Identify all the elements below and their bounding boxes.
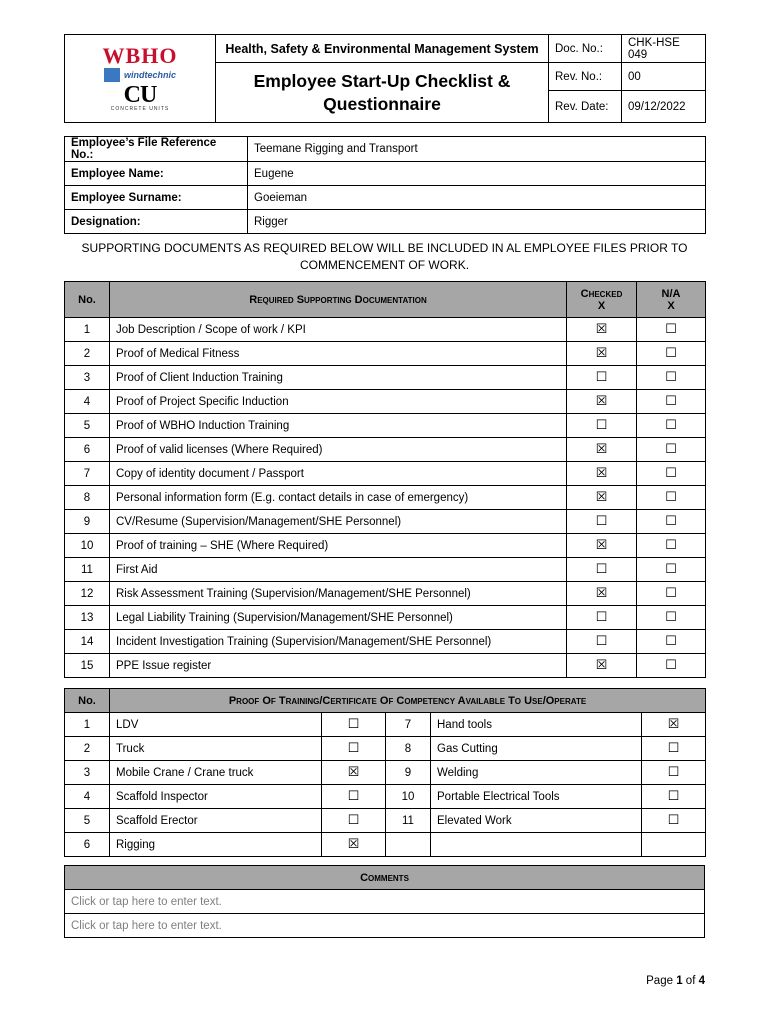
training-checkbox	[642, 833, 706, 857]
row-number: 10	[386, 785, 431, 809]
row-number	[386, 833, 431, 857]
training-name: Elevated Work	[431, 809, 642, 833]
row-number: 4	[65, 390, 110, 414]
na-checkbox[interactable]: ☐	[637, 654, 706, 678]
table-row	[65, 833, 706, 857]
training-checkbox[interactable]: ☐	[322, 785, 386, 809]
row-number: 2	[65, 737, 110, 761]
document-name: CV/Resume (Supervision/Management/SHE Personnel)	[110, 510, 567, 534]
table-row	[65, 809, 706, 833]
document-name: Copy of identity document / Passport	[110, 462, 567, 486]
document-name: Proof of Client Induction Training	[110, 366, 567, 390]
training-checkbox[interactable]: ☐	[642, 785, 706, 809]
row-number: 1	[65, 318, 110, 342]
table-row	[65, 737, 706, 761]
row-number: 3	[65, 366, 110, 390]
document-name: Risk Assessment Training (Supervision/Management/SHE Personnel)	[110, 582, 567, 606]
table-row	[65, 761, 706, 785]
training-name	[431, 833, 642, 857]
checked-checkbox[interactable]: ☒	[567, 462, 637, 486]
training-checkbox[interactable]: ☐	[322, 737, 386, 761]
checked-checkbox[interactable]: ☐	[567, 606, 637, 630]
file-ref-field[interactable]: Teemane Rigging and Transport	[248, 137, 706, 162]
col-header-documentation: Required Supporting Documentation	[110, 282, 567, 318]
checked-checkbox[interactable]: ☒	[567, 342, 637, 366]
na-checkbox[interactable]: ☐	[637, 342, 706, 366]
col-header-na: N/A X	[637, 282, 706, 318]
col-header-training: Proof Of Training/Certificate Of Competency Available To Use/Operate	[110, 689, 706, 713]
checked-checkbox[interactable]: ☒	[567, 582, 637, 606]
surname-field[interactable]: Goeieman	[248, 186, 706, 210]
training-competency-table	[64, 688, 706, 857]
na-checkbox[interactable]: ☐	[637, 630, 706, 654]
training-checkbox[interactable]: ☐	[322, 809, 386, 833]
document-title: Employee Start-Up Checklist & Questionnaire	[216, 63, 549, 123]
checked-checkbox[interactable]: ☒	[567, 486, 637, 510]
checked-checkbox[interactable]: ☒	[567, 318, 637, 342]
rev-no-label: Rev. No.:	[549, 63, 622, 91]
na-checkbox[interactable]: ☐	[637, 366, 706, 390]
document-name: Proof of valid licenses (Where Required)	[110, 438, 567, 462]
comment-input-1[interactable]: Click or tap here to enter text.	[65, 890, 705, 914]
row-number: 7	[65, 462, 110, 486]
supporting-docs-table	[64, 281, 706, 678]
row-number: 11	[65, 558, 110, 582]
table-row	[65, 534, 706, 558]
table-row	[65, 438, 706, 462]
table-row	[65, 414, 706, 438]
na-checkbox[interactable]: ☐	[637, 510, 706, 534]
training-checkbox[interactable]: ☒	[322, 761, 386, 785]
row-number: 2	[65, 342, 110, 366]
checked-checkbox[interactable]: ☒	[567, 534, 637, 558]
document-name: Proof of training – SHE (Where Required)	[110, 534, 567, 558]
doc-no-label: Doc. No.:	[549, 35, 622, 63]
na-checkbox[interactable]: ☐	[637, 318, 706, 342]
windtechnic-logo: windtechnic	[104, 68, 176, 82]
training-name: Scaffold Inspector	[110, 785, 322, 809]
checked-checkbox[interactable]: ☐	[567, 366, 637, 390]
table-row	[65, 606, 706, 630]
row-number: 7	[386, 713, 431, 737]
table-row	[65, 162, 706, 186]
training-checkbox[interactable]: ☐	[642, 809, 706, 833]
table-row	[65, 582, 706, 606]
training-checkbox[interactable]: ☐	[322, 713, 386, 737]
training-checkbox[interactable]: ☐	[642, 737, 706, 761]
document-header	[64, 34, 706, 123]
checked-checkbox[interactable]: ☒	[567, 438, 637, 462]
training-checkbox[interactable]: ☒	[322, 833, 386, 857]
table-row	[65, 210, 706, 234]
na-checkbox[interactable]: ☐	[637, 582, 706, 606]
table-row	[65, 558, 706, 582]
table-row	[65, 486, 706, 510]
col-header-no: No.	[65, 282, 110, 318]
na-checkbox[interactable]: ☐	[637, 606, 706, 630]
training-name: Portable Electrical Tools	[431, 785, 642, 809]
rev-no-value: 00	[622, 63, 706, 91]
document-name: First Aid	[110, 558, 567, 582]
checked-checkbox[interactable]: ☒	[567, 390, 637, 414]
row-number: 12	[65, 582, 110, 606]
checked-checkbox[interactable]: ☐	[567, 630, 637, 654]
checked-checkbox[interactable]: ☐	[567, 510, 637, 534]
surname-label: Employee Surname:	[65, 186, 248, 210]
training-name: Welding	[431, 761, 642, 785]
comments-header: Comments	[65, 866, 705, 890]
document-name: Proof of Medical Fitness	[110, 342, 567, 366]
row-number: 15	[65, 654, 110, 678]
document-name: Proof of Project Specific Induction	[110, 390, 567, 414]
doc-no-value: CHK-HSE 049	[622, 35, 706, 63]
na-checkbox[interactable]: ☐	[637, 462, 706, 486]
na-checkbox[interactable]: ☐	[637, 534, 706, 558]
table-row	[65, 630, 706, 654]
document-name: Legal Liability Training (Supervision/Management/SHE Personnel)	[110, 606, 567, 630]
row-number: 8	[65, 486, 110, 510]
table-row	[65, 654, 706, 678]
rev-date-value: 09/12/2022	[622, 91, 706, 123]
document-name: Incident Investigation Training (Supervision/Management/SHE Personnel)	[110, 630, 567, 654]
row-number: 9	[65, 510, 110, 534]
document-name: PPE Issue register	[110, 654, 567, 678]
training-name: Gas Cutting	[431, 737, 642, 761]
na-checkbox[interactable]: ☐	[637, 414, 706, 438]
checked-checkbox[interactable]: ☐	[567, 414, 637, 438]
table-row	[65, 462, 706, 486]
row-number: 4	[65, 785, 110, 809]
rev-date-label: Rev. Date:	[549, 91, 622, 123]
table-row	[65, 186, 706, 210]
checked-checkbox[interactable]: ☒	[567, 654, 637, 678]
cu-logo: CU CONCRETE UNITS	[110, 82, 170, 112]
company-logos	[65, 35, 216, 123]
row-number: 11	[386, 809, 431, 833]
table-row	[65, 318, 706, 342]
row-number: 1	[65, 713, 110, 737]
row-number: 3	[65, 761, 110, 785]
table-row	[65, 510, 706, 534]
training-name: Truck	[110, 737, 322, 761]
table-row	[65, 390, 706, 414]
page-number: Page 1 of 4	[646, 975, 705, 987]
col-header-checked: Checked X	[567, 282, 637, 318]
training-name: Scaffold Erector	[110, 809, 322, 833]
row-number: 9	[386, 761, 431, 785]
file-ref-label: Employee’s File Reference No.:	[65, 137, 248, 162]
system-title: Health, Safety & Environmental Management System	[216, 35, 549, 63]
row-number: 6	[65, 833, 110, 857]
employee-info-table	[64, 136, 706, 234]
table-row	[65, 137, 706, 162]
col-header-no: No.	[65, 689, 110, 713]
na-checkbox[interactable]: ☐	[637, 558, 706, 582]
designation-field[interactable]: Rigger	[248, 210, 706, 234]
row-number: 5	[65, 414, 110, 438]
document-name: Job Description / Scope of work / KPI	[110, 318, 567, 342]
table-row	[65, 785, 706, 809]
name-field[interactable]: Eugene	[248, 162, 706, 186]
training-name: LDV	[110, 713, 322, 737]
training-checkbox[interactable]: ☒	[642, 713, 706, 737]
designation-label: Designation:	[65, 210, 248, 234]
name-label: Employee Name:	[65, 162, 248, 186]
document-name: Personal information form (E.g. contact details in case of emergency)	[110, 486, 567, 510]
na-checkbox[interactable]: ☐	[637, 486, 706, 510]
training-name: Hand tools	[431, 713, 642, 737]
training-name: Rigging	[110, 833, 322, 857]
checked-checkbox[interactable]: ☐	[567, 558, 637, 582]
comment-input-2[interactable]: Click or tap here to enter text.	[65, 914, 705, 938]
training-checkbox[interactable]: ☐	[642, 761, 706, 785]
document-name: Proof of WBHO Induction Training	[110, 414, 567, 438]
na-checkbox[interactable]: ☐	[637, 390, 706, 414]
table-row	[65, 713, 706, 737]
row-number: 8	[386, 737, 431, 761]
comments-table	[64, 865, 705, 938]
wbho-logo: WBHO	[102, 43, 178, 68]
row-number: 6	[65, 438, 110, 462]
training-name: Mobile Crane / Crane truck	[110, 761, 322, 785]
table-row	[65, 342, 706, 366]
row-number: 10	[65, 534, 110, 558]
row-number: 14	[65, 630, 110, 654]
na-checkbox[interactable]: ☐	[637, 438, 706, 462]
row-number: 5	[65, 809, 110, 833]
row-number: 13	[65, 606, 110, 630]
windtechnic-mark-icon	[104, 68, 120, 82]
supporting-docs-notice: SUPPORTING DOCUMENTS AS REQUIRED BELOW WILL BE INCLUDED IN AL EMPLOYEE FILES PRIOR TO COMMENCEMENT OF WORK.	[81, 241, 688, 272]
table-row	[65, 366, 706, 390]
